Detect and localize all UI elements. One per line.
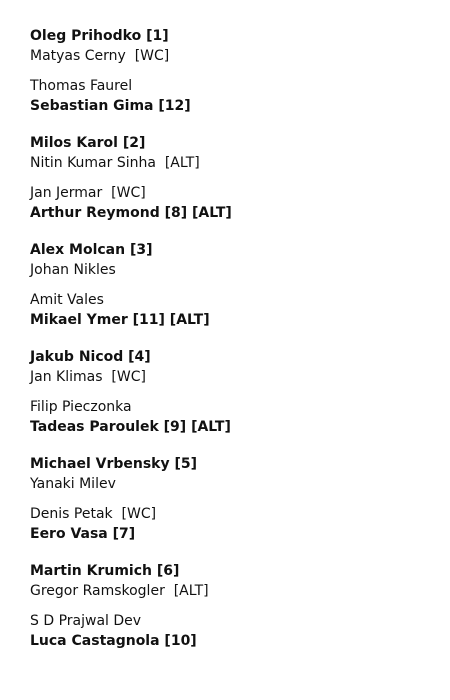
player-entry: Johan Nikles [30, 262, 116, 278]
player-entry-winner: Luca Castagnola [10] [30, 633, 197, 649]
match-pair [30, 76, 430, 116]
draw-section [30, 454, 430, 544]
match-pair [30, 133, 430, 173]
match-pair [30, 397, 430, 437]
player-entry: Amit Vales [30, 292, 104, 308]
player-entry-winner: Michael Vrbensky [5] [30, 456, 198, 472]
match-pair [30, 611, 430, 651]
player-entry: Jan Jermar [WC] [30, 185, 146, 201]
player-entry-winner: Eero Vasa [7] [30, 526, 136, 542]
player-entry-winner: Tadeas Paroulek [9] [ALT] [30, 419, 231, 435]
player-entry: S D Prajwal Dev [30, 613, 142, 629]
player-entry: Yanaki Milev [30, 476, 116, 492]
draw-section [30, 347, 430, 437]
player-entry: Filip Pieczonka [30, 399, 132, 415]
match-pair [30, 504, 430, 544]
match-pair [30, 240, 430, 280]
player-entry-winner: Alex Molcan [3] [30, 242, 153, 258]
player-entry: Thomas Faurel [30, 78, 133, 94]
draw-section [30, 133, 430, 223]
match-pair [30, 290, 430, 330]
player-entry: Matyas Cerny [WC] [30, 48, 170, 64]
player-entry-winner: Arthur Reymond [8] [ALT] [30, 205, 232, 221]
player-entry-winner: Sebastian Gima [12] [30, 98, 191, 114]
player-entry: Gregor Ramskogler [ALT] [30, 583, 209, 599]
player-entry-winner: Milos Karol [2] [30, 135, 146, 151]
draw-section [30, 26, 430, 116]
player-entry: Jan Klimas [WC] [30, 369, 146, 385]
player-entry: Nitin Kumar Sinha [ALT] [30, 155, 200, 171]
match-pair [30, 183, 430, 223]
draw-sheet [30, 26, 430, 651]
player-entry-winner: Jakub Nicod [4] [30, 349, 151, 365]
draw-section [30, 561, 430, 651]
match-pair [30, 26, 430, 66]
player-entry-winner: Oleg Prihodko [1] [30, 28, 169, 44]
match-pair [30, 347, 430, 387]
match-pair [30, 561, 430, 601]
player-entry: Denis Petak [WC] [30, 506, 157, 522]
player-entry-winner: Mikael Ymer [11] [ALT] [30, 312, 210, 328]
player-entry-winner: Martin Krumich [6] [30, 563, 180, 579]
match-pair [30, 454, 430, 494]
draw-section [30, 240, 430, 330]
